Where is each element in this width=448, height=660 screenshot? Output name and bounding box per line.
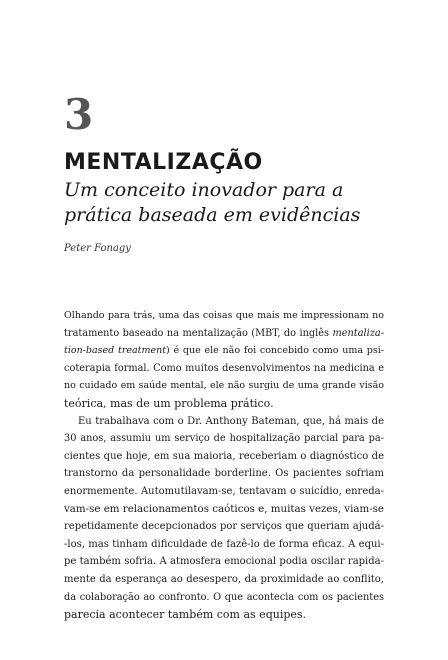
text-run: tratamento baseado na mentalização (MBT, do inglês [64, 327, 333, 339]
text-line [64, 342, 384, 360]
chapter-author: Peter Fonagy [64, 243, 131, 254]
text-line: -los, mas tinham dificuldade de fazê-lo de forma eficaz. A equi- [64, 538, 384, 550]
chapter-number: 3 [64, 90, 94, 139]
text-line: parecia acontecer também com as equipes. [64, 608, 307, 622]
text-line: teórica, mas de um problema prático. [64, 396, 274, 410]
chapter-subtitle [64, 178, 404, 228]
subtitle-line: Um conceito inovador para a [64, 179, 344, 201]
chapter-body [64, 307, 384, 624]
text-line: no cuidado em saúde mental, ele não surgiu de uma grande visão [64, 380, 384, 392]
paragraph [64, 413, 384, 624]
text-line: coterapia formal. Como muitos desenvolvimentos na medicina e [64, 362, 384, 374]
text-line: 30 anos, assumiu um serviço de hospitalização parcial para pa- [64, 433, 384, 445]
text-line: cientes que hoje, em sua maioria, receberiam o diagnóstico de [64, 450, 384, 462]
text-line: enormemente. Automutilavam-se, tentavam o suicídio, enreda- [64, 485, 384, 497]
text-run: ) é que ele não foi concebido como uma psi- [166, 345, 384, 357]
paragraph [64, 307, 384, 413]
text-run-italic: tion-based treatment [64, 345, 167, 357]
text-line: transtorno da personalidade borderline. Os pacientes sofriam [64, 468, 384, 480]
text-line: da colaboração ao confronto. O que acontecia com os pacientes [64, 591, 384, 603]
text-run-italic: mentaliza- [332, 327, 384, 339]
text-line: vam-se em relacionamentos caóticos e, muitas vezes, viam-se [64, 502, 384, 515]
text-line: repetidamente decepcionados por serviços que queriam ajudá- [64, 521, 384, 533]
chapter-title: MENTALIZAÇÃO [64, 150, 263, 175]
text-line: mente da esperança ao desespero, da proximidade ao conflito, [64, 573, 384, 585]
subtitle-line: prática baseada em evidências [64, 204, 361, 226]
text-line [64, 325, 384, 343]
text-line: pe também sofria. A atmosfera emocional podia oscilar rapida- [64, 556, 384, 568]
text-line: Eu trabalhava com o Dr. Anthony Bateman, que, há mais de [78, 415, 384, 427]
text-line: Olhando para trás, uma das coisas que mais me impressionam no [64, 310, 384, 321]
